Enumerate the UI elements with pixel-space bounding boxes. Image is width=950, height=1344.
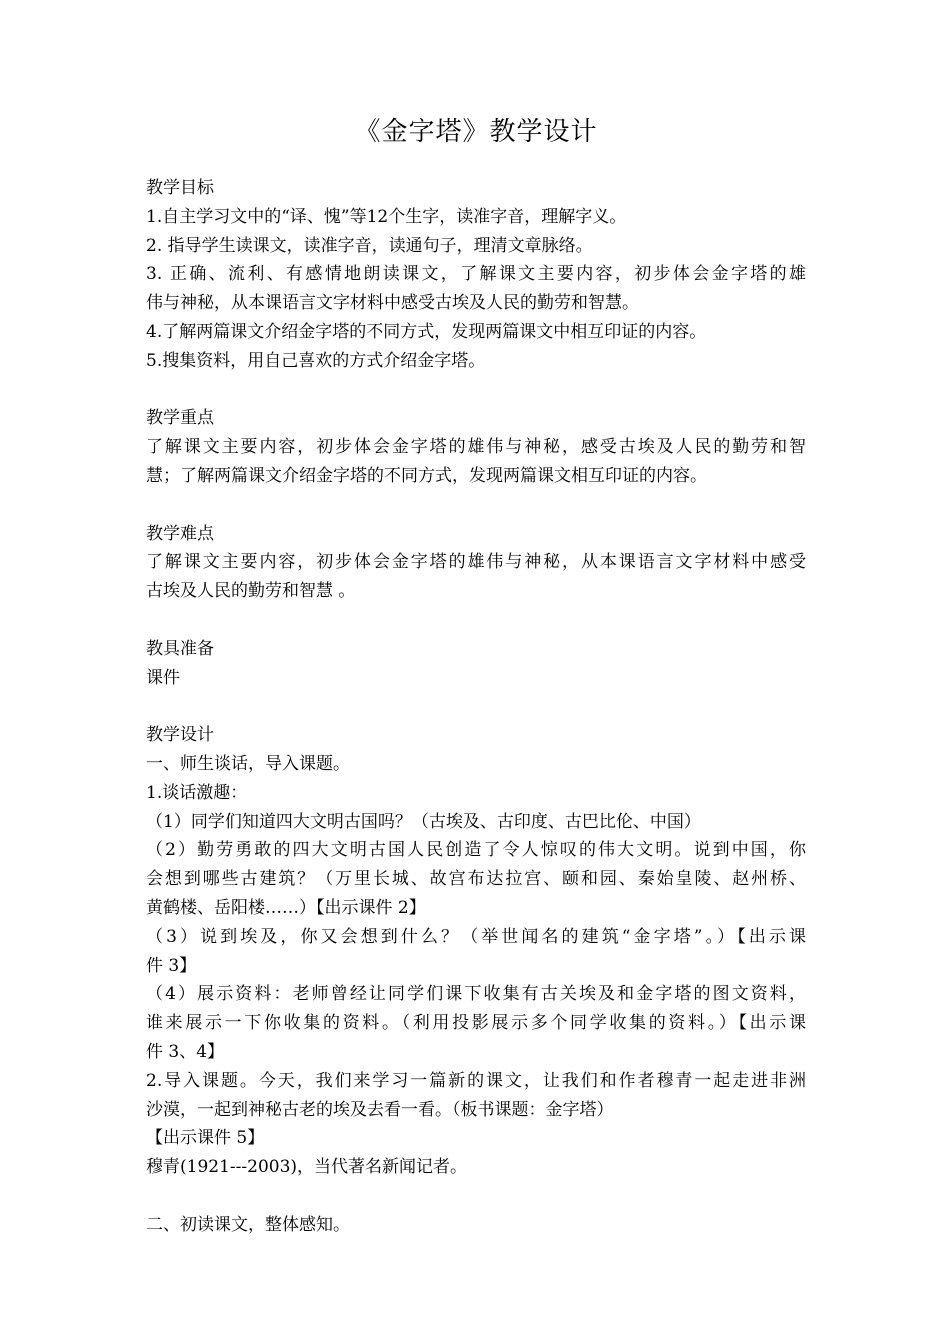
key-points-heading: 教学重点 — [146, 408, 214, 429]
design-line: 会想到哪些古建筑？（万里长城、故宫布达拉宫、颐和园、秦始皇陵、赵州桥、 — [146, 869, 806, 890]
objective-line: 4.了解两篇课文介绍金字塔的不同方式，发现两篇课文中相互印证的内容。 — [146, 321, 707, 342]
objective-line: 2. 指导学生读课文，读准字音，读通句子，理清文章脉络。 — [146, 235, 593, 256]
difficulties-heading: 教学难点 — [146, 523, 214, 544]
section-spacer — [146, 1182, 806, 1211]
design-line: （3）说到埃及，你又会想到什么？（举世闻名的建筑“金字塔”。）【出示课 — [146, 926, 806, 947]
section-spacer — [146, 606, 806, 635]
section-spacer — [146, 491, 806, 520]
materials-line: 课件 — [146, 667, 180, 688]
design-line: 黄鹤楼、岳阳楼……）【出示课件 2】 — [146, 897, 426, 918]
design-line: （1）同学们知道四大文明古国吗？（古埃及、古印度、古巴比伦、中国） — [146, 811, 701, 832]
objective-line: 3. 正确、流利、有感情地朗读课文，了解课文主要内容，初步体会金字塔的雄 — [146, 264, 806, 285]
design-line: 件 3、4】 — [146, 1041, 225, 1062]
document-page — [146, 112, 806, 1239]
materials-heading: 教具准备 — [146, 638, 214, 659]
difficulty-line: 了解课文主要内容，初步体会金字塔的雄伟与神秘，从本课语言文字材料中感受 — [146, 552, 806, 573]
design-line: 【出示课件 5】 — [146, 1128, 265, 1149]
objective-line: 5.搜集资料，用自己喜欢的方式介绍金字塔。 — [146, 350, 486, 371]
design-line: 件 3】 — [146, 955, 197, 976]
objectives-heading: 教学目标 — [146, 178, 214, 198]
section-two-heading: 二、初读课文，整体感知。 — [146, 1214, 350, 1235]
section-spacer — [146, 376, 806, 405]
design-heading: 教学设计 — [146, 725, 214, 746]
design-line: 一、师生谈话，导入课题。 — [146, 753, 350, 774]
design-line: 2.导入课题。今天，我们来学习一篇新的课文，让我们和作者穆青一起走进非洲 — [146, 1070, 806, 1091]
design-line: 沙漠，一起到神秘古老的埃及去看一看。（板书课题：金字塔） — [146, 1099, 614, 1120]
difficulty-line: 古埃及人民的勤劳和智慧 。 — [146, 581, 356, 602]
section-spacer — [146, 692, 806, 721]
objective-line: 1.自主学习文中的“译、愧”等12个生字，读准字音，理解字义。 — [146, 206, 627, 227]
key-point-line: 了解课文主要内容，初步体会金字塔的雄伟与神秘，感受古埃及人民的勤劳和智 — [146, 437, 806, 458]
key-point-line: 慧；了解两篇课文介绍金字塔的不同方式，发现两篇课文相互印证的内容。 — [146, 465, 707, 486]
design-line: 1.谈话激趣： — [146, 782, 248, 803]
design-line: （2）勤劳勇敢的四大文明古国人民创造了令人惊叹的伟大文明。说到中国，你 — [146, 840, 806, 861]
design-line: 谁来展示一下你收集的资料。（利用投影展示多个同学收集的资料。）【出示课 — [146, 1013, 806, 1034]
design-line: 穆青(1921---2003)，当代著名新闻记者。 — [146, 1157, 468, 1178]
document-title: 《金字塔》教学设计 — [354, 117, 598, 147]
design-line: （4）展示资料：老师曾经让同学们课下收集有古关埃及和金字塔的图文资料， — [146, 984, 806, 1005]
objective-line: 伟与神秘，从本课语言文字材料中感受古埃及人民的勤劳和智慧。 — [146, 293, 639, 314]
